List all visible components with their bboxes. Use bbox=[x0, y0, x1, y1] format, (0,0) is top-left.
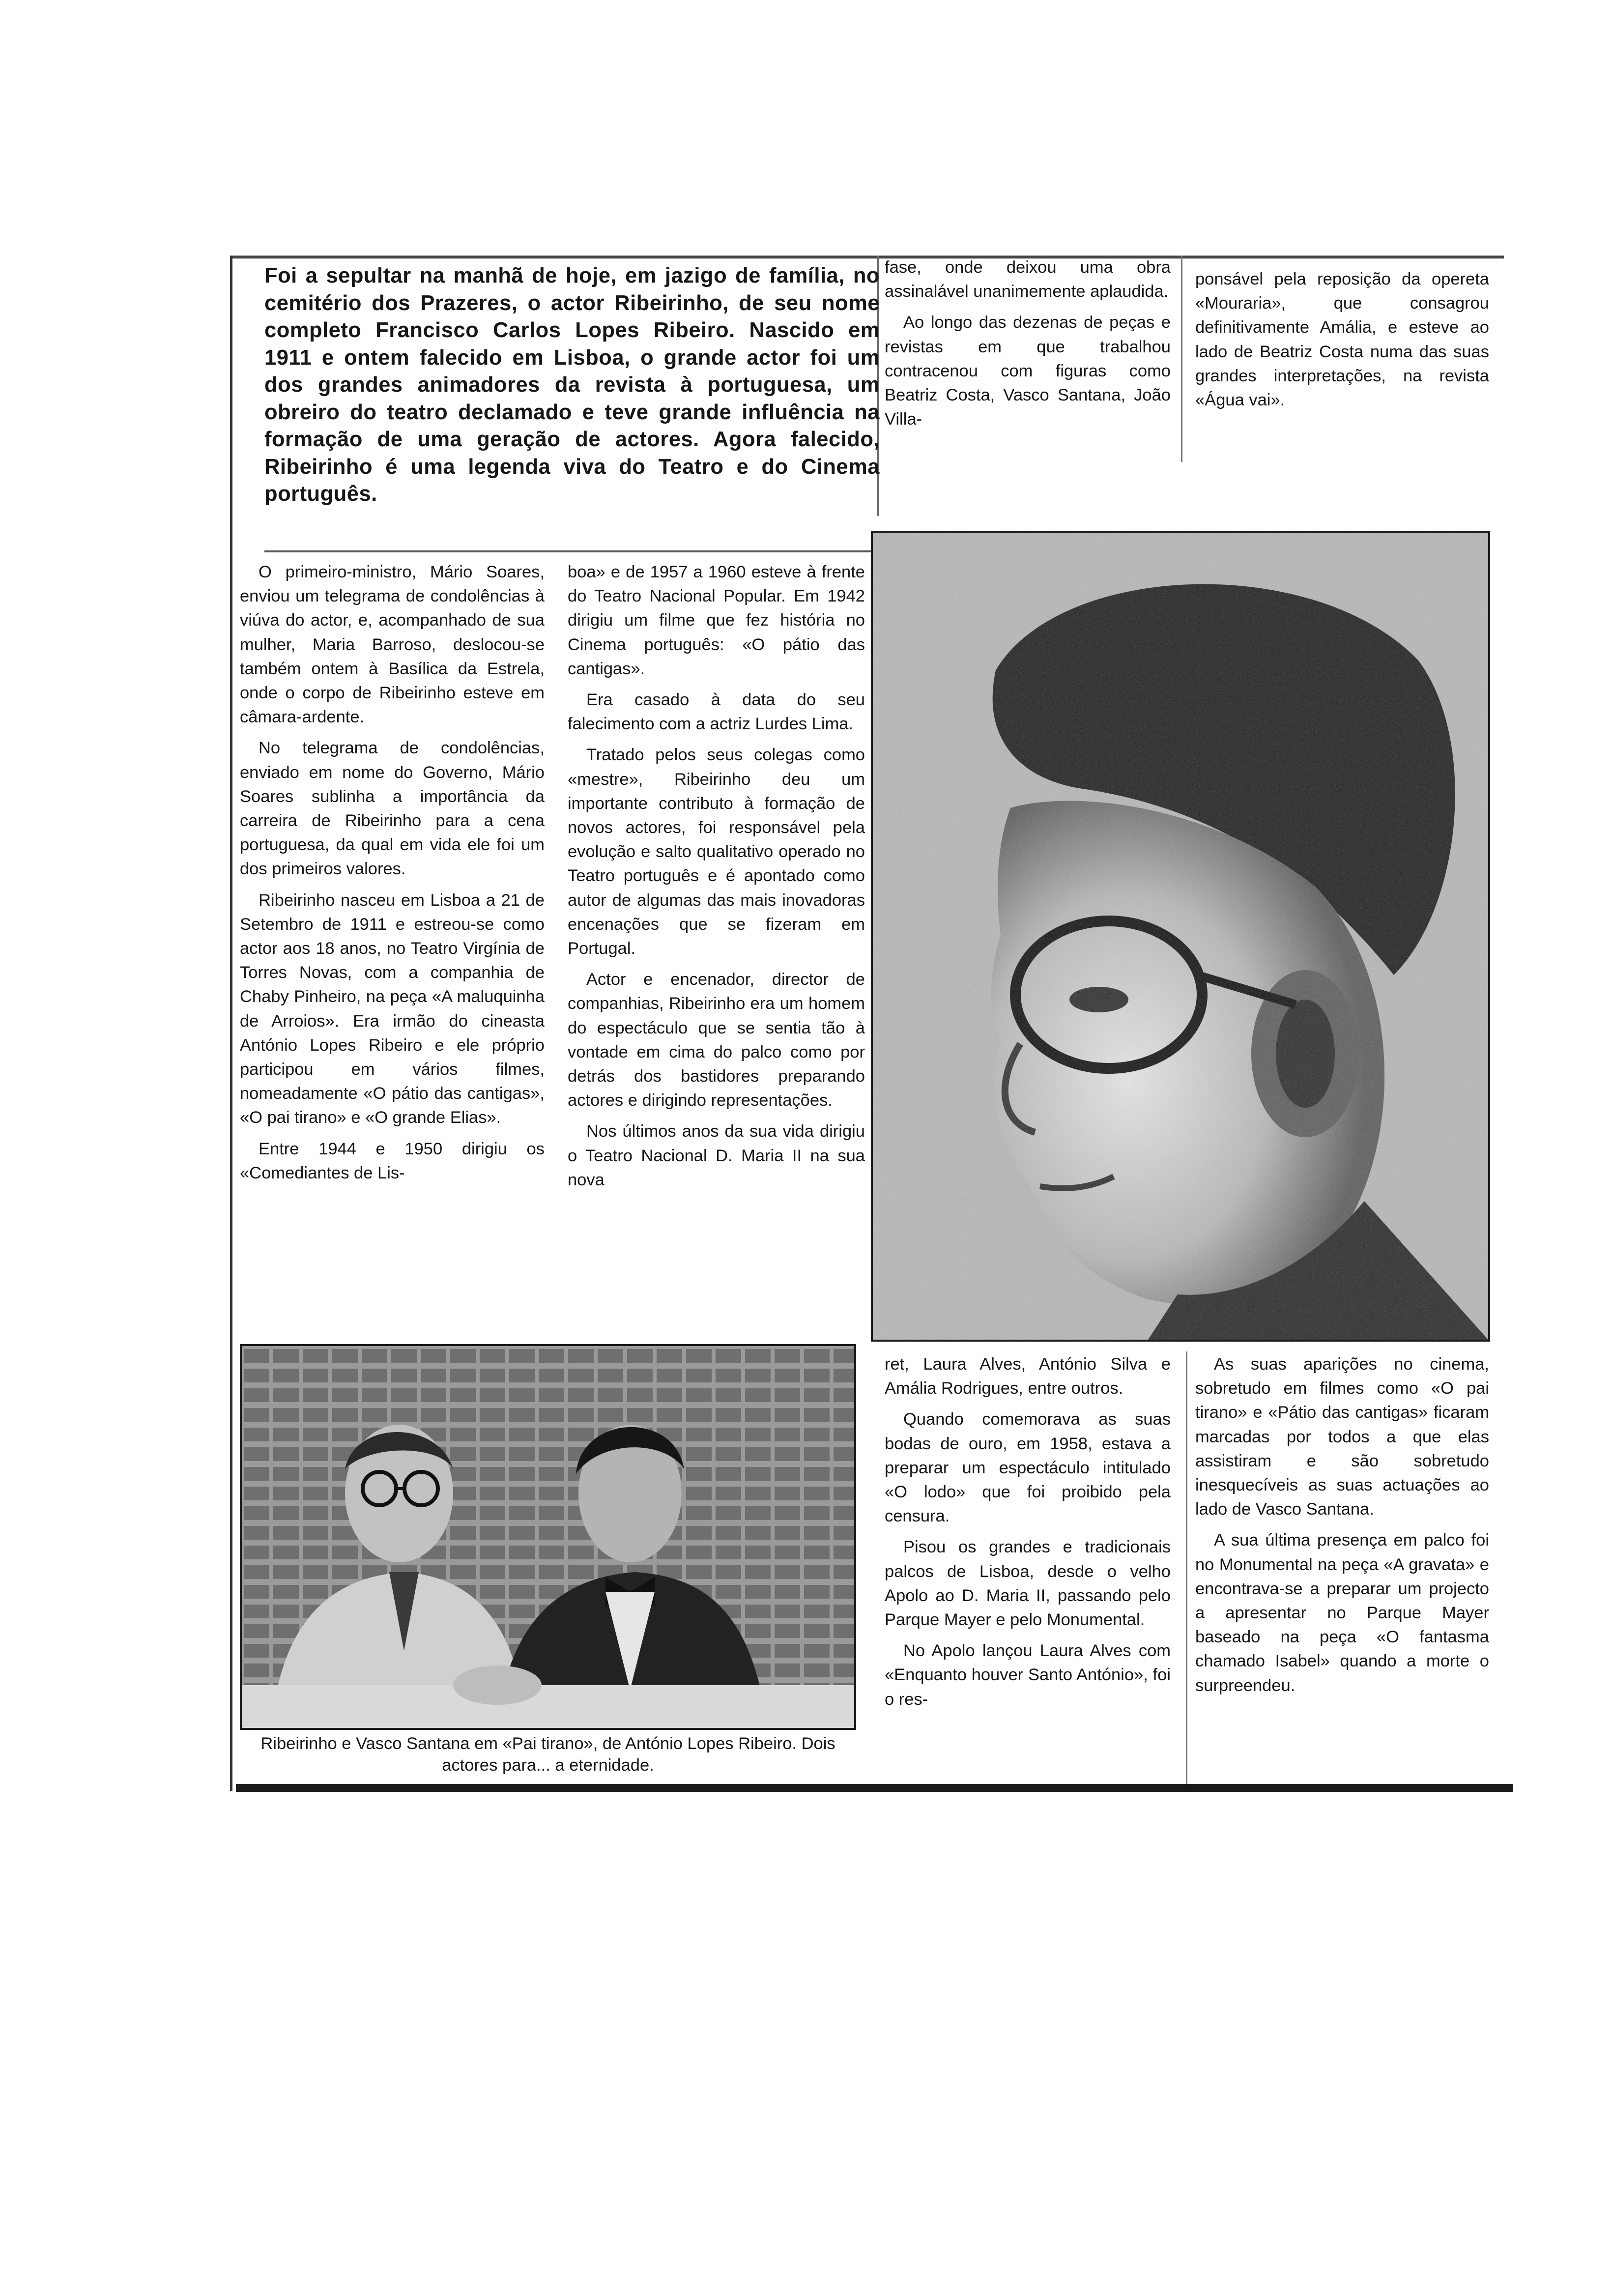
portrait-illustration bbox=[873, 533, 1488, 1340]
photo-caption: Ribeirinho e Vasco Santana em «Pai tirano», de António Lopes Ribeiro. Dois actores para... a eternidade. bbox=[260, 1734, 835, 1775]
paragraph: As suas aparições no cinema, sobretudo em filmes como «O pai tirano» e «Pátio das cantigas» ficaram marcadas por todos a que elas assistiram e são sobretudo inesquecíveis as suas actuações ao lado de Vasco Santana. bbox=[1195, 1355, 1489, 1519]
film-still-photo bbox=[240, 1344, 856, 1730]
paragraph: ponsável pela reposição da opereta «Mouraria», que consagrou definitivamente Amália, e esteve ao lado de Beatriz Costa numa das suas grandes interpretações, na revista «Água vai». bbox=[1195, 270, 1489, 410]
paragraph: ret, Laura Alves, António Silva e Amália Rodrigues, entre outros. bbox=[885, 1355, 1171, 1398]
body-column-6 bbox=[1195, 1352, 1489, 1698]
body-column-2 bbox=[568, 560, 865, 1192]
article-lead: Foi a sepultar na manhã de hoje, em jazigo de família, no cemitério dos Prazeres, o actor Ribeirinho, de seu nome completo Francisco Carlos Lopes Ribeiro. Nascido em 1911 e ontem falecido em Lisboa, o grande actor foi um dos grandes animadores da revista à portuguesa, um obreiro do teatro declamado e teve grande influência na formação de uma geração de actores. Agora falecido, Ribeirinho é uma legenda viva do Teatro e do Cinema português. bbox=[264, 264, 880, 506]
paragraph: Tratado pelos seus colegas como «mestre», Ribeirinho deu um importante contributo à formação de novos actores, foi responsável pela evolução e salto qualitativo operado no Teatro português e é apontado como autor de algumas das mais inovadoras encenações que se fizeram em Portugal. bbox=[568, 746, 865, 958]
body-column-3 bbox=[885, 256, 1171, 431]
paragraph: No Apolo lançou Laura Alves com «Enquanto houver Santo António», foi o res- bbox=[885, 1641, 1171, 1709]
paragraph: Nos últimos anos da sua vida dirigiu o Teatro Nacional D. Maria II na sua nova bbox=[568, 1122, 865, 1189]
bottom-rule bbox=[236, 1784, 1513, 1792]
paragraph: Ao longo das dezenas de peças e revistas em que trabalhou contracenou com figuras como Beatriz Costa, Vasco Santana, João Villa- bbox=[885, 313, 1171, 429]
paragraph: O primeiro-ministro, Mário Soares, enviou um telegrama de condolências à viúva do actor, e, acompanhado de sua mulher, Maria Barroso, deslocou-se também ontem à Basílica da Estrela, onde o corpo de Ribeirinho esteve em câmara-ardente. bbox=[240, 563, 545, 727]
paragraph: A sua última presença em palco foi no Monumental na peça «A gravata» e encontrava-se a preparar um projecto a apresentar no Parque Mayer baseado na peça «O fantasma chamado Isabel» quando a morte o surpreendeu. bbox=[1195, 1531, 1489, 1695]
body-column-1 bbox=[240, 560, 545, 1185]
body-column-4 bbox=[1195, 267, 1489, 412]
film-still-illustration bbox=[242, 1346, 854, 1728]
paragraph: Era casado à data do seu falecimento com a actriz Lurdes Lima. bbox=[568, 690, 865, 734]
paragraph: Quando comemorava as suas bodas de ouro, em 1958, estava a preparar um espectáculo intitulado «O lodo» que foi proibido pela censura. bbox=[885, 1410, 1171, 1526]
newspaper-clipping bbox=[216, 256, 1509, 1872]
paragraph: Actor e encenador, director de companhias, Ribeirinho era um homem do espectáculo que se sentia tão à vontade em cima do palco como por detrás dos bastidores preparando actores e dirigindo representações. bbox=[568, 970, 865, 1110]
paragraph: Ribeirinho nasceu em Lisboa a 21 de Setembro de 1911 e estreou-se como actor aos 18 anos, no Teatro Virgínia de Torres Novas, com a companhia de Chaby Pinheiro, na peça «A maluquinha de Arroios». Era irmão do cineasta António Lopes Ribeiro e ele próprio participou em vários filmes, nomeadamente «O pátio das cantigas», «O pai tirano» e «O grande Elias». bbox=[240, 890, 545, 1127]
paragraph: fase, onde deixou uma obra assinalável unanimemente aplaudida. bbox=[885, 258, 1171, 301]
portrait-photo bbox=[871, 531, 1490, 1342]
body-column-5 bbox=[885, 1352, 1171, 1712]
lead-divider bbox=[264, 550, 871, 552]
paragraph: boa» e de 1957 a 1960 esteve à frente do Teatro Nacional Popular. Em 1942 dirigiu um filme que fez história no Cinema português: «O pátio das cantigas». bbox=[568, 563, 865, 678]
paragraph: Entre 1944 e 1950 dirigiu os «Comediantes de Lis- bbox=[240, 1139, 545, 1182]
column-rule bbox=[1181, 256, 1182, 462]
column-rule bbox=[1186, 1351, 1187, 1784]
paragraph: Pisou os grandes e tradicionais palcos de Lisboa, desde o velho Apolo ao D. Maria II, passando pelo Parque Mayer e pelo Monumental. bbox=[885, 1538, 1171, 1630]
left-rule bbox=[230, 256, 232, 1791]
paragraph: No telegrama de condolências, enviado em nome do Governo, Mário Soares sublinha a importância da carreira de Ribeirinho para a cena portuguesa, da qual em vida ele foi um dos primeiros valores. bbox=[240, 739, 545, 879]
top-rule bbox=[231, 256, 1504, 258]
